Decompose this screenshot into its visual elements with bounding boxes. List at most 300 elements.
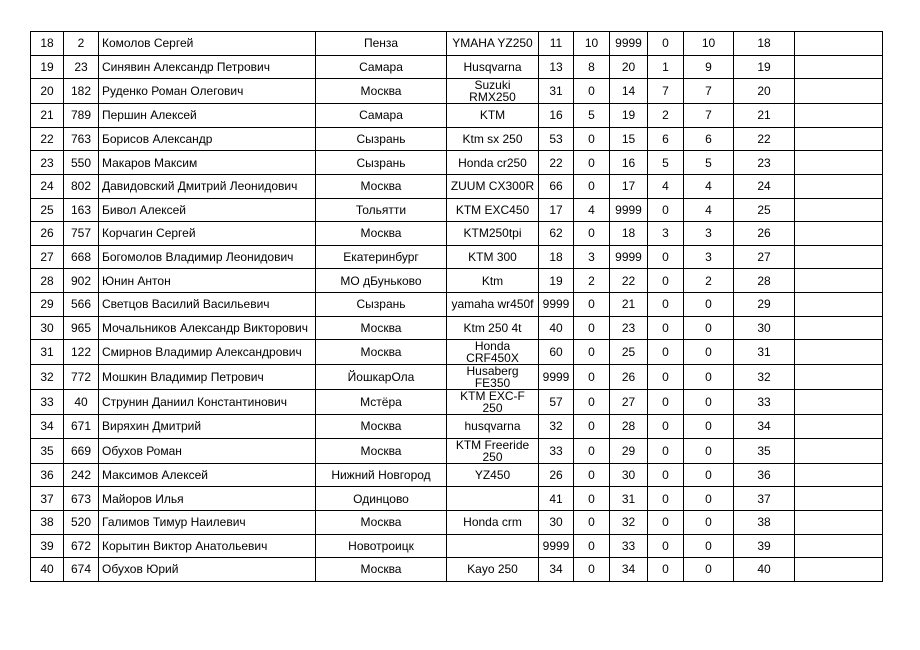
cell-col-d: 0	[648, 316, 684, 340]
cell-city: ЙошкарОла	[316, 365, 447, 390]
cell-motorcycle: Kayo 250	[447, 558, 539, 582]
cell-city: Екатеринбург	[316, 245, 447, 269]
cell-col-g	[795, 174, 883, 198]
cell-number: 674	[64, 558, 99, 582]
cell-city: Москва	[316, 316, 447, 340]
cell-col-g	[795, 487, 883, 511]
table-row	[31, 510, 883, 534]
cell-motorcycle: Honda cr250	[447, 151, 539, 175]
cell-place: 40	[31, 558, 64, 582]
cell-rider-name: Юнин Антон	[99, 269, 316, 293]
cell-number: 672	[64, 534, 99, 558]
cell-col-c: 18	[610, 222, 648, 246]
table-row	[31, 365, 883, 390]
cell-col-b: 0	[574, 340, 610, 365]
cell-number: 520	[64, 510, 99, 534]
cell-col-e: 0	[684, 415, 734, 439]
cell-col-e: 9	[684, 55, 734, 79]
cell-col-e: 0	[684, 365, 734, 390]
cell-col-a: 13	[539, 55, 574, 79]
cell-place: 28	[31, 269, 64, 293]
cell-number: 566	[64, 292, 99, 316]
cell-col-e: 0	[684, 487, 734, 511]
cell-col-c: 34	[610, 558, 648, 582]
cell-col-c: 25	[610, 340, 648, 365]
cell-motorcycle: KTM	[447, 104, 539, 128]
cell-col-e: 0	[684, 316, 734, 340]
cell-rider-name: Синявин Александр Петрович	[99, 55, 316, 79]
cell-col-a: 66	[539, 174, 574, 198]
cell-col-g	[795, 316, 883, 340]
cell-col-c: 14	[610, 79, 648, 104]
cell-number: 673	[64, 487, 99, 511]
cell-rider-name: Комолов Сергей	[99, 32, 316, 56]
cell-place: 29	[31, 292, 64, 316]
cell-col-f: 37	[734, 487, 795, 511]
cell-col-c: 32	[610, 510, 648, 534]
cell-place: 21	[31, 104, 64, 128]
cell-number: 163	[64, 198, 99, 222]
cell-col-a: 26	[539, 463, 574, 487]
cell-col-a: 9999	[539, 365, 574, 390]
cell-city: Сызрань	[316, 151, 447, 175]
cell-place: 33	[31, 390, 64, 415]
cell-col-g	[795, 79, 883, 104]
cell-col-e: 5	[684, 151, 734, 175]
cell-place: 37	[31, 487, 64, 511]
cell-col-g	[795, 340, 883, 365]
table-row	[31, 390, 883, 415]
cell-motorcycle: husqvarna	[447, 415, 539, 439]
cell-place: 18	[31, 32, 64, 56]
cell-col-c: 33	[610, 534, 648, 558]
cell-city: Новотроицк	[316, 534, 447, 558]
cell-motorcycle: Husaberg FE350	[447, 365, 539, 390]
cell-motorcycle: KTM EXC-F 250	[447, 390, 539, 415]
cell-motorcycle: Suzuki RMX250	[447, 79, 539, 104]
cell-col-f: 33	[734, 390, 795, 415]
cell-place: 27	[31, 245, 64, 269]
cell-rider-name: Струнин Даниил Константинович	[99, 390, 316, 415]
cell-col-b: 4	[574, 198, 610, 222]
cell-col-d: 0	[648, 198, 684, 222]
cell-city: Одинцово	[316, 487, 447, 511]
cell-motorcycle: Honda CRF450X	[447, 340, 539, 365]
cell-city: Мстёра	[316, 390, 447, 415]
cell-rider-name: Обухов Юрий	[99, 558, 316, 582]
cell-col-f: 28	[734, 269, 795, 293]
cell-place: 25	[31, 198, 64, 222]
cell-col-b: 0	[574, 151, 610, 175]
table-row	[31, 222, 883, 246]
cell-col-b: 0	[574, 79, 610, 104]
cell-col-g	[795, 222, 883, 246]
cell-col-b: 0	[574, 174, 610, 198]
cell-col-b: 0	[574, 292, 610, 316]
cell-col-a: 34	[539, 558, 574, 582]
table-row	[31, 269, 883, 293]
cell-col-d: 7	[648, 79, 684, 104]
cell-number: 763	[64, 127, 99, 151]
cell-col-d: 0	[648, 438, 684, 463]
cell-city: Москва	[316, 340, 447, 365]
cell-col-e: 7	[684, 104, 734, 128]
table-row	[31, 174, 883, 198]
cell-col-b: 10	[574, 32, 610, 56]
cell-city: Самара	[316, 55, 447, 79]
cell-col-a: 9999	[539, 292, 574, 316]
cell-number: 182	[64, 79, 99, 104]
cell-motorcycle: Husqvarna	[447, 55, 539, 79]
cell-col-b: 0	[574, 487, 610, 511]
cell-col-c: 9999	[610, 32, 648, 56]
cell-col-f: 20	[734, 79, 795, 104]
cell-col-c: 21	[610, 292, 648, 316]
cell-col-d: 0	[648, 245, 684, 269]
cell-col-g	[795, 269, 883, 293]
table-row	[31, 316, 883, 340]
cell-city: Москва	[316, 222, 447, 246]
cell-col-b: 5	[574, 104, 610, 128]
cell-col-g	[795, 32, 883, 56]
cell-col-g	[795, 415, 883, 439]
cell-col-c: 17	[610, 174, 648, 198]
cell-city: Самара	[316, 104, 447, 128]
cell-col-d: 0	[648, 292, 684, 316]
table-row	[31, 340, 883, 365]
cell-motorcycle: ZUUM CX300R	[447, 174, 539, 198]
cell-col-d: 0	[648, 534, 684, 558]
cell-rider-name: Максимов Алексей	[99, 463, 316, 487]
cell-place: 26	[31, 222, 64, 246]
cell-place: 30	[31, 316, 64, 340]
cell-number: 122	[64, 340, 99, 365]
cell-col-d: 2	[648, 104, 684, 128]
cell-col-b: 0	[574, 222, 610, 246]
cell-city: Москва	[316, 79, 447, 104]
cell-col-b: 0	[574, 127, 610, 151]
cell-motorcycle: Ktm sx 250	[447, 127, 539, 151]
cell-col-b: 0	[574, 463, 610, 487]
cell-col-e: 0	[684, 390, 734, 415]
cell-place: 22	[31, 127, 64, 151]
cell-col-e: 6	[684, 127, 734, 151]
cell-number: 902	[64, 269, 99, 293]
cell-city: МО дБуньково	[316, 269, 447, 293]
cell-rider-name: Корчагин Сергей	[99, 222, 316, 246]
cell-col-a: 19	[539, 269, 574, 293]
cell-motorcycle: yamaha wr450f	[447, 292, 539, 316]
cell-col-e: 10	[684, 32, 734, 56]
cell-col-b: 8	[574, 55, 610, 79]
cell-number: 550	[64, 151, 99, 175]
cell-col-a: 57	[539, 390, 574, 415]
cell-col-d: 0	[648, 32, 684, 56]
cell-rider-name: Мошкин Владимир Петрович	[99, 365, 316, 390]
cell-col-e: 4	[684, 198, 734, 222]
cell-col-g	[795, 390, 883, 415]
cell-city: Москва	[316, 415, 447, 439]
cell-col-b: 0	[574, 510, 610, 534]
cell-col-b: 0	[574, 390, 610, 415]
cell-motorcycle: KTM 300	[447, 245, 539, 269]
cell-col-f: 22	[734, 127, 795, 151]
cell-col-e: 0	[684, 534, 734, 558]
cell-number: 789	[64, 104, 99, 128]
cell-col-e: 3	[684, 245, 734, 269]
cell-col-c: 29	[610, 438, 648, 463]
cell-number: 757	[64, 222, 99, 246]
cell-col-a: 62	[539, 222, 574, 246]
cell-col-f: 31	[734, 340, 795, 365]
cell-rider-name: Смирнов Владимир Александрович	[99, 340, 316, 365]
cell-col-g	[795, 438, 883, 463]
table-row	[31, 438, 883, 463]
cell-number: 23	[64, 55, 99, 79]
cell-col-e: 0	[684, 292, 734, 316]
cell-rider-name: Богомолов Владимир Леонидович	[99, 245, 316, 269]
cell-col-e: 0	[684, 438, 734, 463]
cell-col-a: 53	[539, 127, 574, 151]
cell-col-c: 31	[610, 487, 648, 511]
cell-col-c: 23	[610, 316, 648, 340]
cell-col-g	[795, 292, 883, 316]
cell-city: Нижний Новгород	[316, 463, 447, 487]
cell-place: 34	[31, 415, 64, 439]
cell-col-f: 32	[734, 365, 795, 390]
table-row	[31, 415, 883, 439]
cell-col-e: 0	[684, 558, 734, 582]
cell-col-a: 9999	[539, 534, 574, 558]
cell-col-b: 0	[574, 415, 610, 439]
cell-col-e: 3	[684, 222, 734, 246]
cell-col-f: 38	[734, 510, 795, 534]
table-row	[31, 151, 883, 175]
cell-number: 772	[64, 365, 99, 390]
cell-col-g	[795, 151, 883, 175]
cell-place: 23	[31, 151, 64, 175]
cell-col-f: 25	[734, 198, 795, 222]
cell-col-c: 22	[610, 269, 648, 293]
cell-col-b: 0	[574, 365, 610, 390]
cell-place: 24	[31, 174, 64, 198]
cell-col-d: 0	[648, 415, 684, 439]
cell-col-c: 28	[610, 415, 648, 439]
cell-col-f: 40	[734, 558, 795, 582]
cell-rider-name: Руденко Роман Олегович	[99, 79, 316, 104]
cell-col-b: 0	[574, 316, 610, 340]
cell-rider-name: Першин Алексей	[99, 104, 316, 128]
cell-col-g	[795, 558, 883, 582]
table-row	[31, 32, 883, 56]
cell-col-f: 35	[734, 438, 795, 463]
cell-rider-name: Корытин Виктор Анатольевич	[99, 534, 316, 558]
cell-motorcycle: KTM250tpi	[447, 222, 539, 246]
cell-city: Москва	[316, 558, 447, 582]
cell-col-a: 18	[539, 245, 574, 269]
cell-city: Пенза	[316, 32, 447, 56]
cell-city: Москва	[316, 438, 447, 463]
cell-col-e: 7	[684, 79, 734, 104]
cell-col-a: 16	[539, 104, 574, 128]
table-row	[31, 79, 883, 104]
table-row	[31, 55, 883, 79]
cell-col-g	[795, 127, 883, 151]
cell-motorcycle: YMAHA YZ250	[447, 32, 539, 56]
cell-motorcycle: YZ450	[447, 463, 539, 487]
cell-col-a: 11	[539, 32, 574, 56]
cell-rider-name: Майоров Илья	[99, 487, 316, 511]
cell-place: 38	[31, 510, 64, 534]
cell-col-f: 19	[734, 55, 795, 79]
cell-col-e: 0	[684, 340, 734, 365]
cell-col-c: 30	[610, 463, 648, 487]
cell-col-c: 9999	[610, 245, 648, 269]
table-row	[31, 534, 883, 558]
cell-col-d: 0	[648, 390, 684, 415]
cell-city: Сызрань	[316, 292, 447, 316]
cell-place: 32	[31, 365, 64, 390]
cell-rider-name: Светцов Василий Васильевич	[99, 292, 316, 316]
cell-number: 671	[64, 415, 99, 439]
table-row	[31, 487, 883, 511]
results-table	[30, 31, 883, 582]
cell-col-c: 9999	[610, 198, 648, 222]
table-row	[31, 198, 883, 222]
cell-city: Сызрань	[316, 127, 447, 151]
cell-col-d: 0	[648, 487, 684, 511]
table-row	[31, 463, 883, 487]
cell-col-f: 29	[734, 292, 795, 316]
cell-col-d: 0	[648, 269, 684, 293]
cell-number: 669	[64, 438, 99, 463]
cell-col-d: 5	[648, 151, 684, 175]
cell-col-g	[795, 55, 883, 79]
cell-number: 40	[64, 390, 99, 415]
cell-place: 31	[31, 340, 64, 365]
cell-motorcycle	[447, 534, 539, 558]
cell-motorcycle: Ktm 250 4t	[447, 316, 539, 340]
cell-number: 965	[64, 316, 99, 340]
cell-col-f: 23	[734, 151, 795, 175]
cell-col-a: 33	[539, 438, 574, 463]
cell-city: Тольятти	[316, 198, 447, 222]
cell-col-f: 18	[734, 32, 795, 56]
cell-col-d: 0	[648, 340, 684, 365]
cell-col-c: 20	[610, 55, 648, 79]
cell-col-d: 0	[648, 365, 684, 390]
cell-col-f: 26	[734, 222, 795, 246]
cell-rider-name: Борисов Александр	[99, 127, 316, 151]
cell-number: 668	[64, 245, 99, 269]
results-table-body	[31, 32, 883, 582]
cell-rider-name: Бивол Алексей	[99, 198, 316, 222]
cell-motorcycle: Ktm	[447, 269, 539, 293]
table-row	[31, 127, 883, 151]
cell-col-d: 0	[648, 558, 684, 582]
cell-col-g	[795, 534, 883, 558]
cell-col-f: 39	[734, 534, 795, 558]
cell-place: 20	[31, 79, 64, 104]
cell-col-b: 0	[574, 534, 610, 558]
table-row	[31, 245, 883, 269]
table-row	[31, 104, 883, 128]
table-row	[31, 292, 883, 316]
cell-city: Москва	[316, 510, 447, 534]
cell-col-f: 36	[734, 463, 795, 487]
cell-rider-name: Давидовский Дмитрий Леонидович	[99, 174, 316, 198]
cell-col-c: 15	[610, 127, 648, 151]
cell-col-c: 16	[610, 151, 648, 175]
cell-col-c: 19	[610, 104, 648, 128]
cell-col-g	[795, 198, 883, 222]
cell-col-a: 31	[539, 79, 574, 104]
cell-col-g	[795, 463, 883, 487]
table-row	[31, 558, 883, 582]
cell-place: 36	[31, 463, 64, 487]
cell-col-a: 17	[539, 198, 574, 222]
cell-col-e: 0	[684, 463, 734, 487]
cell-number: 242	[64, 463, 99, 487]
cell-rider-name: Мочальников Александр Викторович	[99, 316, 316, 340]
cell-rider-name: Виряхин Дмитрий	[99, 415, 316, 439]
cell-col-g	[795, 510, 883, 534]
cell-col-a: 41	[539, 487, 574, 511]
cell-col-f: 30	[734, 316, 795, 340]
cell-col-a: 22	[539, 151, 574, 175]
cell-col-g	[795, 104, 883, 128]
cell-col-f: 34	[734, 415, 795, 439]
cell-col-a: 40	[539, 316, 574, 340]
cell-col-d: 4	[648, 174, 684, 198]
cell-motorcycle: Honda crm	[447, 510, 539, 534]
cell-number: 2	[64, 32, 99, 56]
cell-motorcycle: KTM EXC450	[447, 198, 539, 222]
cell-rider-name: Обухов Роман	[99, 438, 316, 463]
cell-col-g	[795, 245, 883, 269]
cell-col-a: 30	[539, 510, 574, 534]
cell-place: 35	[31, 438, 64, 463]
cell-rider-name: Галимов Тимур Наилевич	[99, 510, 316, 534]
cell-col-a: 60	[539, 340, 574, 365]
cell-col-f: 24	[734, 174, 795, 198]
cell-col-b: 0	[574, 558, 610, 582]
cell-col-d: 0	[648, 510, 684, 534]
cell-number: 802	[64, 174, 99, 198]
cell-col-d: 1	[648, 55, 684, 79]
cell-col-b: 2	[574, 269, 610, 293]
cell-col-c: 27	[610, 390, 648, 415]
cell-rider-name: Макаров Максим	[99, 151, 316, 175]
cell-city: Москва	[316, 174, 447, 198]
cell-col-e: 0	[684, 510, 734, 534]
cell-col-d: 6	[648, 127, 684, 151]
cell-place: 39	[31, 534, 64, 558]
cell-motorcycle	[447, 487, 539, 511]
cell-col-b: 3	[574, 245, 610, 269]
cell-col-f: 21	[734, 104, 795, 128]
cell-col-c: 26	[610, 365, 648, 390]
cell-col-e: 4	[684, 174, 734, 198]
cell-col-b: 0	[574, 438, 610, 463]
cell-motorcycle: KTM Freeride 250	[447, 438, 539, 463]
cell-col-g	[795, 365, 883, 390]
cell-col-f: 27	[734, 245, 795, 269]
cell-col-d: 3	[648, 222, 684, 246]
cell-col-d: 0	[648, 463, 684, 487]
cell-place: 19	[31, 55, 64, 79]
cell-col-a: 32	[539, 415, 574, 439]
